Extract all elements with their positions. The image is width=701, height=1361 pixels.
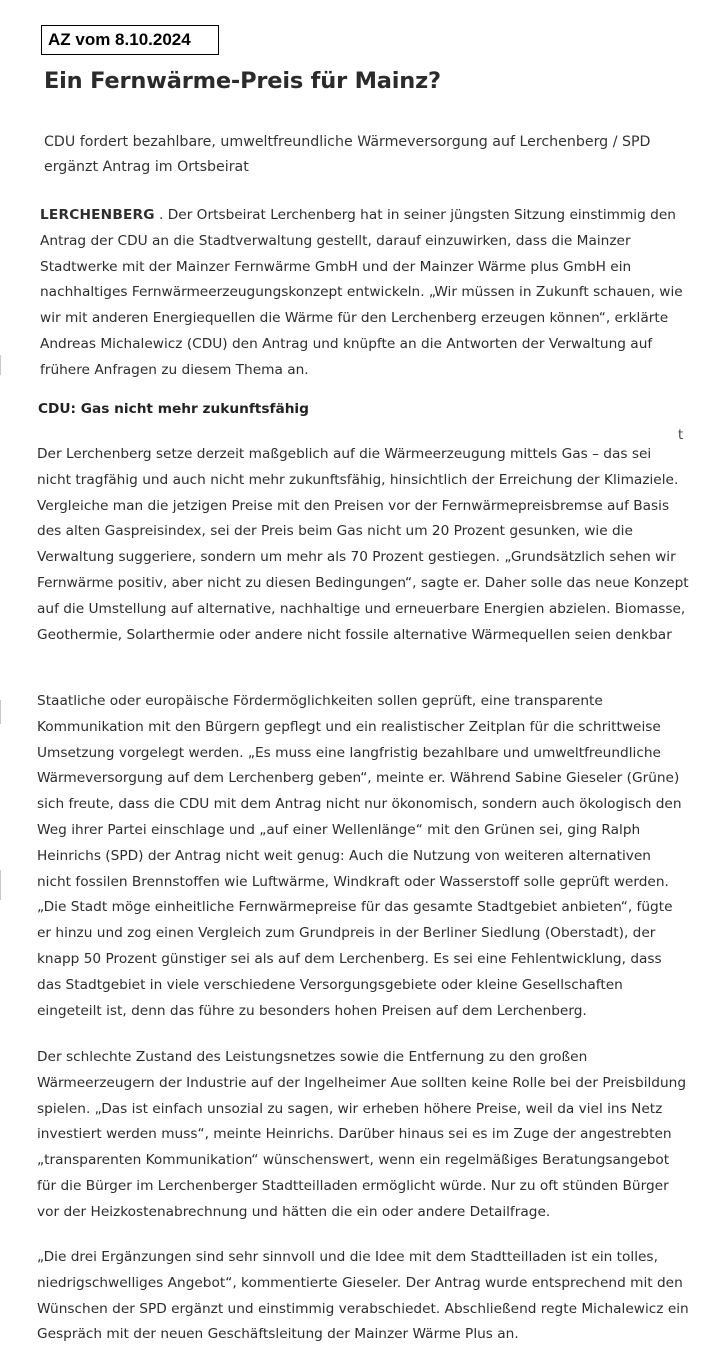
article-paragraph-3: Staatliche oder europäische Fördermöglichkeiten sollen geprüft, eine transparente Kommunikation mit den Bürgern gepflegt und ein realistischer Zeitplan für die schrittweise Umsetzung vorgelegt werden. „Es muss eine langfristig bezahlbare und umweltfreundliche Wärmeversorgung auf dem Lerchenberg geben“, meinte er. Während Sabine Gieseler (Grüne) sich freute, dass die CDU mit dem Antrag nicht nur ökonomisch, sondern auch ökologisch den Weg ihrer Partei einschlage und „auf einer Wellenlänge“ mit den Grünen sei, ging Ralph Heinrichs (SPD) der Antrag nicht weit genug: Auch die Nutzung von weiteren alternativen nicht fossilen Brennstoffen wie Luftwärme, Windkraft oder Wasserstoff solle geprüft werden. „Die Stadt möge einheitliche Fernwärmepreise für das gesamte Stadtgebiet anbieten“, fügte er hinzu und zog einen Vergleich zum Grundpreis in der Berliner Siedlung (Oberstadt), der knapp 50 Prozent günstiger sei als auf dem Lerchenberg. Es sei eine Fehlentwicklung, dass das Stadtgebiet in viele verschiedene Versorgungsgebiete oder kleine Gesellschaften eingeteilt ist, denn das führe zu besonders hohen Preisen auf dem Lerchenberg.: [37, 693, 682, 1019]
article-paragraph-2: Der Lerchenberg setze derzeit maßgeblich auf die Wärmeerzeugung mittels Gas – das sei nicht tragfähig und auch nicht mehr zukunftsfähig, hinsichtlich der Erreichung der Klimaziele. Vergleiche man die jetzigen Preise mit den Preisen vor der Fernwärmepreisbremse auf Basis des alten Gaspreisindex, sei der Preis beim Gas nicht um 20 Prozent gesunken, wie die Verwaltung suggeriere, sondern um mehr als 70 Prozent gestiegen. „Grundsätzlich sehen wir Fernwärme positiv, aber nicht zu diesen Bedingungen“, sagte er. Daher solle das neue Konzept auf die Umstellung auf alternative, nachhaltige und erneuerbare Energien abzielen. Biomasse, Geothermie, Solarthermie oder andere nicht fossile alternative Wärmequellen seien denkbar: [37, 446, 689, 643]
scan-edge-mark: [0, 870, 1, 900]
article-subheading: CDU: Gas nicht mehr zukunftsfähig: [38, 401, 309, 417]
article-paragraph-1: [40, 203, 690, 384]
paragraph-1-text: . Der Ortsbeirat Lerchenberg hat in seiner jüngsten Sitzung einstimmig den Antrag der CDU an die Stadtverwaltung gestellt, darauf einzuwirken, dass die Mainzer Stadtwerke mit der Mainzer Fernwärme GmbH und der Mainzer Wärme plus GmbH ein nachhaltiges Fernwärmeerzeugungskonzept entwickeln. „Wir müssen in Zukunft schauen, wie wir mit anderen Energiequellen die Wärme für den Lerchenberg erzeugen können“, erklärte Andreas Michalewicz (CDU) den Antrag und knüpfte an die Antworten der Verwaltung auf frühere Anfragen zu diesem Thema an.: [40, 207, 683, 378]
scan-edge-mark: [0, 355, 1, 375]
dateline: LERCHENBERG: [40, 207, 155, 223]
stray-character: t: [678, 428, 684, 443]
article-paragraph-5: „Die drei Ergänzungen sind sehr sinnvoll und die Idee mit dem Stadtteilladen ist ein tolles, niedrigschwelliges Angebot“, kommentierte Gieseler. Der Antrag wurde entsprechend mit den Wünschen der SPD ergänzt und einstimmig verabschiedet. Abschließend regte Michalewicz ein Gespräch mit der neuen Geschäftsleitung der Mainzer Wärme Plus an.: [37, 1249, 689, 1343]
article-teaser: CDU fordert bezahlbare, umweltfreundliche Wärmeversorgung auf Lerchenberg / SPD ergänzt Antrag im Ortsbeirat: [44, 134, 651, 175]
source-label-box: [41, 25, 219, 55]
source-label: AZ vom 8.10.2024: [48, 30, 191, 49]
article-headline: Ein Fernwärme-Preis für Mainz?: [44, 68, 441, 94]
article-paragraph-4: Der schlechte Zustand des Leistungsnetzes sowie die Entfernung zu den großen Wärmeerzeugern der Industrie auf der Ingelheimer Aue sollten keine Rolle bei der Preisbildung spielen. „Das ist einfach unsozial zu sagen, wir erheben höhere Preise, weil da viel ins Netz investiert werden muss“, meinte Heinrichs. Darüber hinaus sei es im Zuge der angestrebten „transparenten Kommunikation“ wünschenswert, wenn ein regelmäßiges Beratungsangebot für die Bürger im Lerchenberger Stadtteilladen ermöglicht würde. Nur zu oft stünden Bürger vor der Heizkostenabrechnung und hätten die ein oder andere Detailfrage.: [37, 1049, 687, 1220]
scan-edge-mark: [0, 700, 1, 724]
